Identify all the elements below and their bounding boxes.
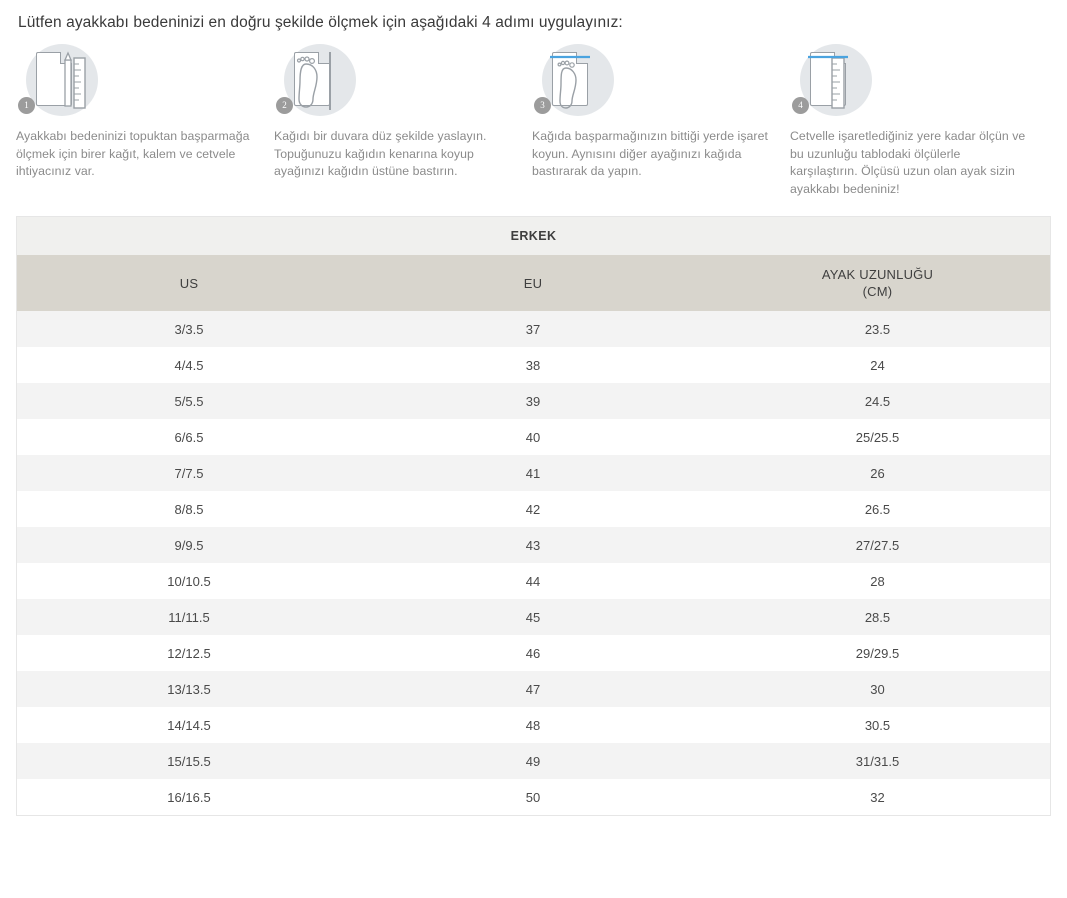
cell-cm: 32 xyxy=(705,779,1050,815)
cell-eu: 49 xyxy=(361,743,705,779)
steps-list xyxy=(16,44,1051,198)
cell-us: 16/16.5 xyxy=(17,779,361,815)
step-3-figure xyxy=(534,44,620,116)
cell-us: 14/14.5 xyxy=(17,707,361,743)
cell-eu: 48 xyxy=(361,707,705,743)
table-row xyxy=(17,635,1050,671)
table-header-row xyxy=(17,255,1050,311)
cell-eu: 45 xyxy=(361,599,705,635)
cell-cm: 24.5 xyxy=(705,383,1050,419)
cell-cm: 27/27.5 xyxy=(705,527,1050,563)
cell-cm: 28 xyxy=(705,563,1050,599)
step-1-figure xyxy=(18,44,104,116)
page-title: Lütfen ayakkabı bedeninizi en doğru şekilde ölçmek için aşağıdaki 4 adımı uygulayınız: xyxy=(18,14,623,31)
step-2-figure xyxy=(276,44,362,116)
cell-cm: 25/25.5 xyxy=(705,419,1050,455)
cell-eu: 47 xyxy=(361,671,705,707)
table-row xyxy=(17,527,1050,563)
column-header-eu: EU xyxy=(361,255,705,311)
cell-eu: 37 xyxy=(361,311,705,347)
cell-cm: 31/31.5 xyxy=(705,743,1050,779)
table-group-label: ERKEK xyxy=(17,217,1050,255)
size-table-container xyxy=(16,216,1051,816)
cell-cm: 29/29.5 xyxy=(705,635,1050,671)
table-row xyxy=(17,779,1050,815)
cell-eu: 40 xyxy=(361,419,705,455)
step-item-2 xyxy=(274,44,532,198)
step-item-3 xyxy=(532,44,790,198)
cell-cm: 30 xyxy=(705,671,1050,707)
cell-eu: 39 xyxy=(361,383,705,419)
cell-eu: 43 xyxy=(361,527,705,563)
step-description: Kağıdı bir duvara düz şekilde yaslayın. Topuğunuzu kağıdın kenarına koyup ayağınızı kağıdın üstüne bastırın. xyxy=(274,129,487,178)
step-number: 4 xyxy=(792,97,809,114)
cell-cm: 23.5 xyxy=(705,311,1050,347)
table-row xyxy=(17,347,1050,383)
step-4-figure xyxy=(792,44,878,116)
table-row xyxy=(17,707,1050,743)
cell-cm: 26 xyxy=(705,455,1050,491)
cell-eu: 38 xyxy=(361,347,705,383)
table-row xyxy=(17,563,1050,599)
size-table xyxy=(17,217,1050,815)
step-number: 3 xyxy=(534,97,551,114)
cell-us: 3/3.5 xyxy=(17,311,361,347)
cell-us: 5/5.5 xyxy=(17,383,361,419)
cell-us: 4/4.5 xyxy=(17,347,361,383)
step-number: 2 xyxy=(276,97,293,114)
table-row xyxy=(17,491,1050,527)
cell-us: 11/11.5 xyxy=(17,599,361,635)
table-row xyxy=(17,455,1050,491)
cell-us: 8/8.5 xyxy=(17,491,361,527)
cell-us: 7/7.5 xyxy=(17,455,361,491)
table-row xyxy=(17,419,1050,455)
cell-eu: 46 xyxy=(361,635,705,671)
step-number: 1 xyxy=(18,97,35,114)
table-row xyxy=(17,383,1050,419)
step-description: Ayakkabı bedeninizi topuktan başparmağa ölçmek için birer kağıt, kalem ve cetvele ihtiyacınız var. xyxy=(16,129,250,178)
cell-cm: 30.5 xyxy=(705,707,1050,743)
cell-eu: 42 xyxy=(361,491,705,527)
cell-eu: 41 xyxy=(361,455,705,491)
cell-us: 15/15.5 xyxy=(17,743,361,779)
cell-cm: 28.5 xyxy=(705,599,1050,635)
table-row xyxy=(17,599,1050,635)
step-item-1 xyxy=(16,44,274,198)
cell-us: 13/13.5 xyxy=(17,671,361,707)
table-row xyxy=(17,743,1050,779)
cell-eu: 50 xyxy=(361,779,705,815)
cell-us: 6/6.5 xyxy=(17,419,361,455)
column-header-foot-length xyxy=(705,255,1050,311)
cell-us: 10/10.5 xyxy=(17,563,361,599)
step-description: Cetvelle işaretlediğiniz yere kadar ölçün ve bu uzunluğu tablodaki ölçülerle karşılaştırın. Ölçüsü uzun olan ayak sizin ayakkabı bedeniniz! xyxy=(790,129,1026,196)
column-header-foot-length-line2: (CM) xyxy=(862,284,893,299)
cell-us: 9/9.5 xyxy=(17,527,361,563)
column-header-foot-length-line1: AYAK UZUNLUĞU xyxy=(821,267,934,282)
table-row xyxy=(17,671,1050,707)
cell-eu: 44 xyxy=(361,563,705,599)
table-row xyxy=(17,311,1050,347)
cell-cm: 24 xyxy=(705,347,1050,383)
column-header-us: US xyxy=(17,255,361,311)
cell-us: 12/12.5 xyxy=(17,635,361,671)
cell-cm: 26.5 xyxy=(705,491,1050,527)
step-item-4 xyxy=(790,44,1048,198)
table-group-row xyxy=(17,217,1050,255)
step-description: Kağıda başparmağınızın bittiği yerde işaret koyun. Aynısını diğer ayağınızı kağıda bastırarak da yapın. xyxy=(532,129,768,178)
